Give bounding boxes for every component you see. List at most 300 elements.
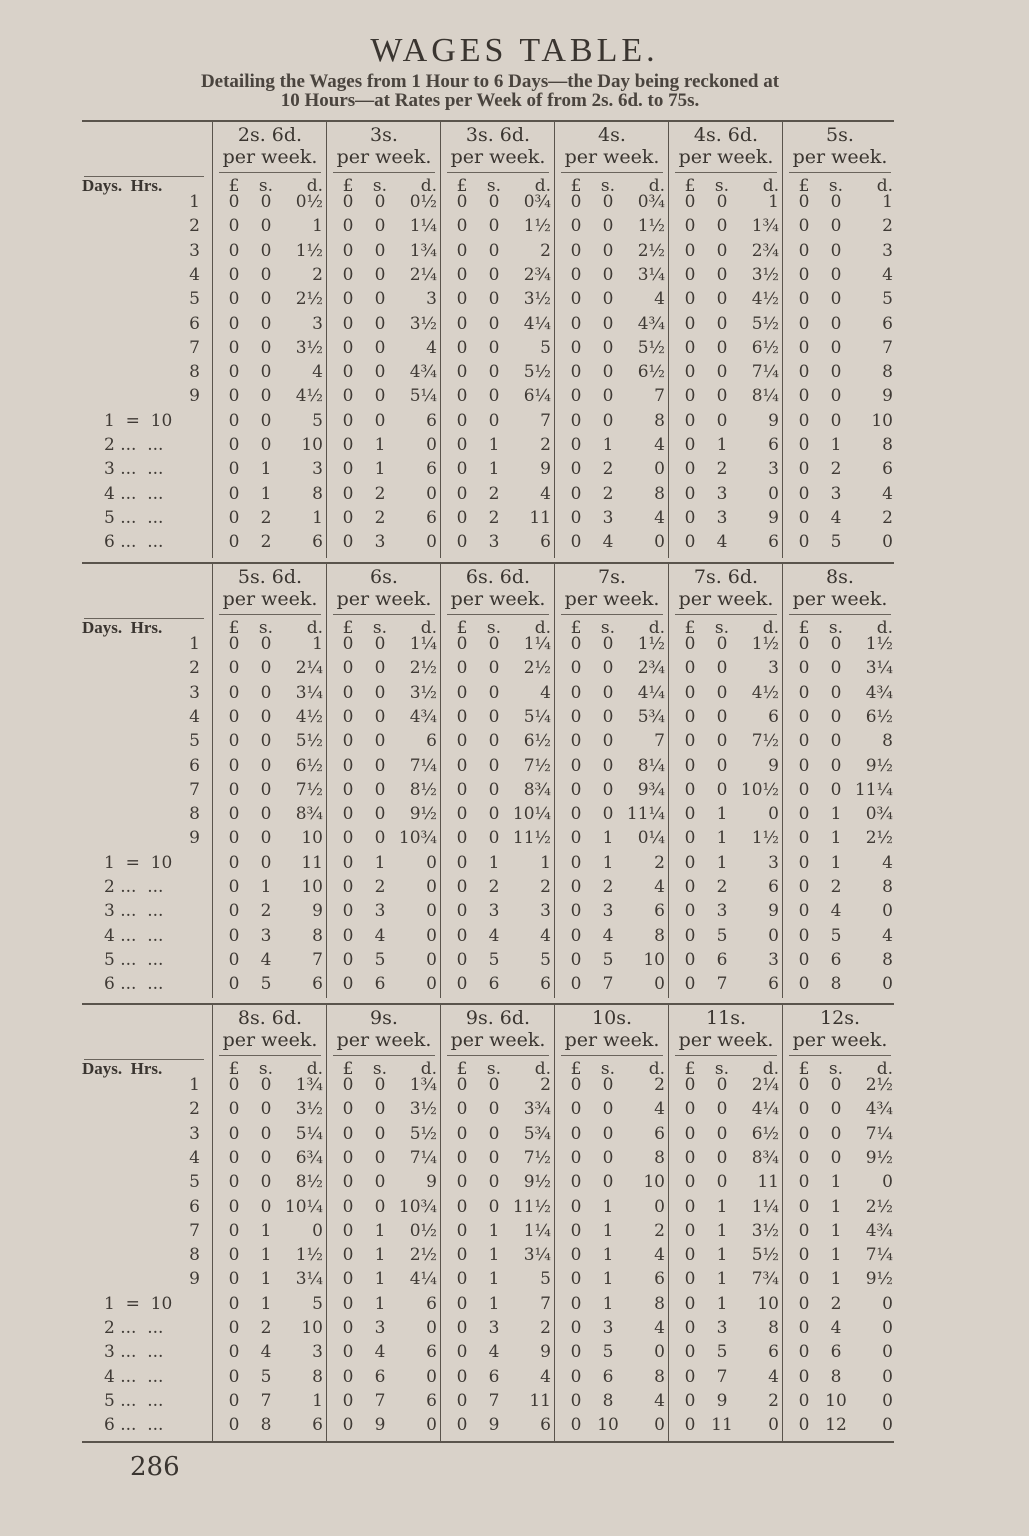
shillings-cell: 0 xyxy=(374,362,386,383)
pound-unit: £ xyxy=(342,1059,354,1079)
shillings-cell: 0 xyxy=(260,731,272,752)
pounds-cell: 0 xyxy=(456,1269,468,1290)
pounds-cell: 0 xyxy=(798,949,810,970)
pence-cell: 7¼ xyxy=(865,1123,893,1144)
pence-cell: 10 xyxy=(643,949,665,970)
rate-header xyxy=(783,566,897,610)
table-row xyxy=(441,924,555,948)
shillings-cell: 0 xyxy=(374,192,386,212)
pence-cell: 8½ xyxy=(295,1172,323,1193)
pounds-cell: 0 xyxy=(342,1196,354,1217)
pence-cell: 4 xyxy=(426,337,437,358)
shillings-cell: 0 xyxy=(488,1147,500,1168)
shillings-cell: 2 xyxy=(716,459,728,480)
pounds-cell: 0 xyxy=(456,1172,468,1193)
table-row xyxy=(555,656,669,680)
pence-cell: 2 xyxy=(882,507,893,528)
table-row xyxy=(669,1219,783,1243)
table-row xyxy=(213,214,327,238)
shillings-cell: 0 xyxy=(602,1123,614,1144)
pounds-cell: 0 xyxy=(798,1196,810,1217)
pence-cell: 8¾ xyxy=(751,1147,779,1168)
table-row xyxy=(441,1389,555,1413)
per-week-label: per week. xyxy=(564,1029,660,1051)
shillings-cell: 2 xyxy=(374,483,386,504)
shillings-cell: 2 xyxy=(374,877,386,897)
pounds-cell: 0 xyxy=(228,1293,240,1314)
pence-cell: 6 xyxy=(312,974,323,995)
pence-cell: 10¼ xyxy=(284,1196,323,1217)
table-row xyxy=(555,409,669,433)
pounds-cell: 0 xyxy=(570,755,582,776)
table-row xyxy=(555,190,669,214)
table-row xyxy=(783,729,897,753)
pence-cell: 1¾ xyxy=(295,1075,323,1095)
pence-cell: 3 xyxy=(768,459,779,480)
pence-cell: 4¼ xyxy=(523,313,551,334)
table-row xyxy=(213,1195,327,1219)
pence-cell: 0 xyxy=(882,1342,893,1363)
table-row xyxy=(213,656,327,680)
pounds-cell: 0 xyxy=(684,264,696,285)
pounds-cell: 0 xyxy=(456,658,468,679)
shillings-cell: 0 xyxy=(488,192,500,212)
row-label xyxy=(82,826,210,850)
pounds-cell: 0 xyxy=(228,1366,240,1387)
table-row xyxy=(669,336,783,360)
row-label-text: 5 ... ... xyxy=(104,507,164,528)
table-row xyxy=(669,656,783,680)
pence-cell: 5 xyxy=(882,289,893,310)
table-row xyxy=(327,530,441,554)
shillings-cell: 1 xyxy=(488,1220,500,1241)
pence-unit: d. xyxy=(762,176,779,196)
shillings-cell: 0 xyxy=(602,1099,614,1120)
shillings-cell: 1 xyxy=(716,435,728,455)
pounds-cell: 0 xyxy=(570,483,582,504)
table-row xyxy=(669,433,783,457)
pence-cell: 1¼ xyxy=(751,1196,779,1217)
rate-header-rule xyxy=(333,1055,435,1056)
table-row xyxy=(327,1292,441,1316)
pounds-cell: 0 xyxy=(798,532,810,553)
table-row xyxy=(555,875,669,899)
rate-header xyxy=(327,124,441,168)
shillings-cell: 1 xyxy=(830,435,842,455)
pounds-cell: 0 xyxy=(684,1147,696,1168)
table-row xyxy=(669,1340,783,1364)
row-label xyxy=(82,972,210,996)
pounds-cell: 0 xyxy=(456,1245,468,1266)
pence-cell: 10 xyxy=(301,435,323,455)
row-label xyxy=(82,190,210,214)
pence-cell: 0¾ xyxy=(637,192,665,212)
pound-unit: £ xyxy=(570,1059,582,1079)
table-row xyxy=(441,457,555,481)
rate-column xyxy=(554,1003,669,1443)
pence-cell: 4¾ xyxy=(409,706,437,727)
table-row xyxy=(441,239,555,263)
table-row xyxy=(327,1340,441,1364)
pence-cell: 5¼ xyxy=(409,386,437,407)
pounds-cell: 0 xyxy=(798,459,810,480)
pence-cell: 9¾ xyxy=(637,779,665,800)
pence-cell: 2 xyxy=(540,435,551,455)
pounds-cell: 0 xyxy=(228,1123,240,1144)
pence-cell: 4 xyxy=(312,362,323,383)
table-row xyxy=(669,826,783,850)
pence-cell: 11½ xyxy=(512,828,551,849)
shillings-cell: 0 xyxy=(830,755,842,776)
pounds-cell: 0 xyxy=(342,1366,354,1387)
pounds-cell: 0 xyxy=(570,901,582,922)
shillings-cell: 0 xyxy=(830,313,842,334)
pounds-cell: 0 xyxy=(798,901,810,922)
table-row xyxy=(327,802,441,826)
pounds-cell: 0 xyxy=(798,755,810,776)
pound-unit: £ xyxy=(456,618,468,638)
rate-amount: 7s. xyxy=(598,566,626,588)
rate-header xyxy=(213,124,327,168)
table-row xyxy=(327,778,441,802)
subtitle-line-1: Detailing the Wages from 1 Hour to 6 Days—the Day being reckoned at xyxy=(200,71,780,92)
row-label-text: 4 ... ... xyxy=(104,483,164,504)
row-label xyxy=(82,656,210,680)
rate-header-rule xyxy=(447,172,549,173)
shillings-cell: 0 xyxy=(260,337,272,358)
table-row xyxy=(327,433,441,457)
pounds-cell: 0 xyxy=(570,1342,582,1363)
table-row xyxy=(783,778,897,802)
pounds-cell: 0 xyxy=(456,1147,468,1168)
pence-cell: 1¼ xyxy=(523,1220,551,1241)
pounds-cell: 0 xyxy=(342,779,354,800)
shillings-cell: 0 xyxy=(716,337,728,358)
pence-cell: 4 xyxy=(654,507,665,528)
pence-cell: 5¼ xyxy=(523,706,551,727)
pence-unit: d. xyxy=(534,1059,551,1079)
pounds-cell: 0 xyxy=(228,386,240,407)
pounds-cell: 0 xyxy=(570,410,582,431)
pounds-cell: 0 xyxy=(228,507,240,528)
pounds-cell: 0 xyxy=(342,1099,354,1120)
shillings-cell: 0 xyxy=(830,706,842,727)
row-label xyxy=(82,705,210,729)
pounds-cell: 0 xyxy=(684,1075,696,1095)
row-label-text: 3 xyxy=(189,240,200,261)
pence-cell: 9 xyxy=(768,507,779,528)
pounds-cell: 0 xyxy=(456,1099,468,1120)
pence-cell: 1 xyxy=(768,192,779,212)
pence-cell: 0½ xyxy=(409,1220,437,1241)
shillings-cell: 0 xyxy=(488,779,500,800)
table-row xyxy=(327,384,441,408)
rate-header-rule xyxy=(561,614,663,615)
rate-amount: 8s. xyxy=(826,566,854,588)
pence-cell: 1½ xyxy=(637,216,665,237)
shillings-cell: 5 xyxy=(374,949,386,970)
table-row xyxy=(441,1340,555,1364)
pence-cell: 3 xyxy=(312,459,323,480)
table-row xyxy=(555,530,669,554)
shillings-cell: 0 xyxy=(488,634,500,654)
shillings-cell: 0 xyxy=(374,706,386,727)
pounds-cell: 0 xyxy=(684,1245,696,1266)
shillings-cell: 0 xyxy=(602,658,614,679)
pounds-cell: 0 xyxy=(342,1293,354,1314)
table-row xyxy=(669,190,783,214)
per-week-label: per week. xyxy=(222,1029,318,1051)
pence-cell: 4¼ xyxy=(637,682,665,703)
pounds-cell: 0 xyxy=(570,216,582,237)
rate-amount: 4s. 6d. xyxy=(693,124,759,146)
rate-header xyxy=(441,1007,555,1051)
table-row xyxy=(555,972,669,996)
row-label-text: 4 ... ... xyxy=(104,1366,164,1387)
shillings-cell: 5 xyxy=(602,1342,614,1363)
table-row xyxy=(783,530,897,554)
table-row xyxy=(783,482,897,506)
pence-unit: d. xyxy=(762,618,779,638)
pounds-cell: 0 xyxy=(456,289,468,310)
pence-cell: 2¾ xyxy=(637,658,665,679)
shillings-cell: 0 xyxy=(260,828,272,849)
row-label-text: 3 ... ... xyxy=(104,901,164,922)
pence-cell: 4½ xyxy=(751,682,779,703)
pounds-cell: 0 xyxy=(456,483,468,504)
row-label-text: 2 ... ... xyxy=(104,877,164,897)
pence-unit: d. xyxy=(534,618,551,638)
shillings-cell: 0 xyxy=(830,289,842,310)
pounds-cell: 0 xyxy=(684,706,696,727)
pounds-cell: 0 xyxy=(456,313,468,334)
pounds-cell: 0 xyxy=(798,1172,810,1193)
pence-cell: 0 xyxy=(426,974,437,995)
rate-header-rule xyxy=(675,172,777,173)
table-row xyxy=(669,754,783,778)
days-hrs-label: Days. Hrs. xyxy=(82,618,163,637)
shillings-cell: 4 xyxy=(374,1342,386,1363)
pounds-cell: 0 xyxy=(684,1099,696,1120)
shillings-cell: 1 xyxy=(602,435,614,455)
pence-cell: 9½ xyxy=(523,1172,551,1193)
shillings-cell: 8 xyxy=(830,974,842,995)
pounds-cell: 0 xyxy=(228,804,240,825)
pence-cell: 1¾ xyxy=(751,216,779,237)
per-week-label: per week. xyxy=(564,146,660,168)
pence-cell: 5½ xyxy=(523,362,551,383)
table-row xyxy=(555,1146,669,1170)
pounds-cell: 0 xyxy=(342,1342,354,1363)
shillings-cell: 2 xyxy=(602,483,614,504)
pence-unit: d. xyxy=(648,1059,665,1079)
pence-cell: 3½ xyxy=(409,1099,437,1120)
pounds-cell: 0 xyxy=(228,731,240,752)
pounds-cell: 0 xyxy=(456,1415,468,1436)
pence-cell: 11¼ xyxy=(854,779,893,800)
pence-cell: 6¼ xyxy=(523,386,551,407)
pence-cell: 0 xyxy=(882,1293,893,1314)
pence-cell: 2½ xyxy=(409,658,437,679)
row-label xyxy=(82,1170,210,1194)
pounds-cell: 0 xyxy=(798,264,810,285)
shilling-unit: s. xyxy=(714,618,730,638)
table-row xyxy=(213,875,327,899)
table-row xyxy=(213,1413,327,1437)
pounds-cell: 0 xyxy=(228,925,240,946)
pounds-cell: 0 xyxy=(798,1366,810,1387)
shillings-cell: 10 xyxy=(825,1390,847,1411)
shillings-cell: 0 xyxy=(488,1099,500,1120)
shillings-cell: 1 xyxy=(830,828,842,849)
pence-cell: 0 xyxy=(426,949,437,970)
row-label-text: 2 xyxy=(189,216,200,237)
pounds-cell: 0 xyxy=(228,1196,240,1217)
table-row xyxy=(327,214,441,238)
pounds-cell: 0 xyxy=(228,1245,240,1266)
pence-cell: 8 xyxy=(654,925,665,946)
pounds-cell: 0 xyxy=(228,483,240,504)
row-label-text: 9 xyxy=(189,828,200,849)
table-row xyxy=(669,239,783,263)
row-label-text: 1 = 10 xyxy=(104,1293,173,1314)
table-row xyxy=(783,1219,897,1243)
pence-cell: 8 xyxy=(654,483,665,504)
row-label xyxy=(82,1122,210,1146)
pounds-cell: 0 xyxy=(456,386,468,407)
pence-cell: 2¼ xyxy=(295,658,323,679)
shillings-cell: 1 xyxy=(488,1269,500,1290)
per-week-label: per week. xyxy=(336,588,432,610)
table-row xyxy=(783,656,897,680)
table-row xyxy=(327,948,441,972)
table-row xyxy=(783,851,897,875)
shillings-cell: 1 xyxy=(260,1245,272,1266)
pounds-cell: 0 xyxy=(684,313,696,334)
pounds-cell: 0 xyxy=(342,1147,354,1168)
pounds-cell: 0 xyxy=(456,974,468,995)
days-hrs-label: Days. Hrs. xyxy=(82,1059,163,1078)
shillings-cell: 0 xyxy=(602,779,614,800)
shillings-cell: 0 xyxy=(716,682,728,703)
shillings-cell: 0 xyxy=(260,1099,272,1120)
pence-unit: d. xyxy=(876,618,893,638)
pence-cell: 10 xyxy=(301,1318,323,1338)
shillings-cell: 0 xyxy=(602,240,614,261)
rate-header-rule xyxy=(561,1055,663,1056)
pence-cell: 0 xyxy=(654,1415,665,1436)
pounds-cell: 0 xyxy=(228,435,240,455)
pounds-cell: 0 xyxy=(570,532,582,553)
rate-header xyxy=(327,1007,441,1051)
pence-cell: 9 xyxy=(768,901,779,922)
shillings-cell: 3 xyxy=(260,925,272,946)
pound-unit: £ xyxy=(684,1059,696,1079)
pounds-cell: 0 xyxy=(798,658,810,679)
shillings-cell: 0 xyxy=(488,1123,500,1144)
pence-cell: 11 xyxy=(529,1390,551,1411)
pence-cell: 3½ xyxy=(523,289,551,310)
table-row xyxy=(783,1170,897,1194)
pence-cell: 0¾ xyxy=(865,804,893,825)
per-week-label: per week. xyxy=(450,146,546,168)
table-row xyxy=(213,263,327,287)
table-row xyxy=(783,336,897,360)
pence-cell: 8 xyxy=(882,435,893,455)
shillings-cell: 0 xyxy=(260,1123,272,1144)
pence-cell: 10 xyxy=(301,828,323,849)
shillings-cell: 0 xyxy=(260,706,272,727)
pence-cell: 11½ xyxy=(512,1196,551,1217)
pounds-cell: 0 xyxy=(684,386,696,407)
pence-unit: d. xyxy=(420,176,437,196)
pounds-cell: 0 xyxy=(684,1269,696,1290)
shilling-unit: s. xyxy=(372,618,388,638)
pounds-cell: 0 xyxy=(342,804,354,825)
pounds-cell: 0 xyxy=(456,634,468,654)
pence-cell: 0 xyxy=(882,1415,893,1436)
rate-column xyxy=(668,120,783,558)
pounds-cell: 0 xyxy=(228,852,240,873)
shillings-cell: 0 xyxy=(716,264,728,285)
shillings-cell: 0 xyxy=(830,682,842,703)
pence-cell: 6 xyxy=(882,313,893,334)
table-row xyxy=(555,457,669,481)
pounds-cell: 0 xyxy=(570,1172,582,1193)
rate-amount: 10s. xyxy=(592,1007,632,1029)
pence-cell: 7 xyxy=(882,337,893,358)
pence-cell: 3 xyxy=(312,1342,323,1363)
pounds-cell: 0 xyxy=(798,216,810,237)
pounds-cell: 0 xyxy=(798,240,810,261)
pence-cell: 6 xyxy=(426,1293,437,1314)
pence-cell: 2½ xyxy=(865,1196,893,1217)
shillings-cell: 0 xyxy=(602,755,614,776)
shillings-cell: 1 xyxy=(830,1269,842,1290)
table-row xyxy=(669,1097,783,1121)
pounds-cell: 0 xyxy=(342,1318,354,1338)
pounds-cell: 0 xyxy=(798,1099,810,1120)
pounds-cell: 0 xyxy=(342,949,354,970)
pounds-cell: 0 xyxy=(228,901,240,922)
table-row xyxy=(555,336,669,360)
pence-cell: 3 xyxy=(768,949,779,970)
pounds-cell: 0 xyxy=(456,828,468,849)
pounds-cell: 0 xyxy=(342,1269,354,1290)
pounds-cell: 0 xyxy=(342,507,354,528)
pence-cell: 5¾ xyxy=(637,706,665,727)
pounds-cell: 0 xyxy=(798,1293,810,1314)
shillings-cell: 0 xyxy=(260,216,272,237)
table-row xyxy=(441,384,555,408)
shillings-cell: 1 xyxy=(830,1245,842,1266)
pence-cell: 9 xyxy=(768,755,779,776)
row-label xyxy=(82,214,210,238)
pence-unit: d. xyxy=(876,176,893,196)
table-row xyxy=(441,433,555,457)
shillings-cell: 2 xyxy=(260,532,272,553)
shillings-cell: 0 xyxy=(260,313,272,334)
pounds-cell: 0 xyxy=(798,1220,810,1241)
rate-header xyxy=(669,124,783,168)
shillings-cell: 0 xyxy=(716,410,728,431)
table-row xyxy=(441,506,555,530)
pence-cell: 3½ xyxy=(409,313,437,334)
table-row xyxy=(555,851,669,875)
pounds-cell: 0 xyxy=(342,289,354,310)
shillings-cell: 0 xyxy=(488,682,500,703)
table-row xyxy=(213,312,327,336)
